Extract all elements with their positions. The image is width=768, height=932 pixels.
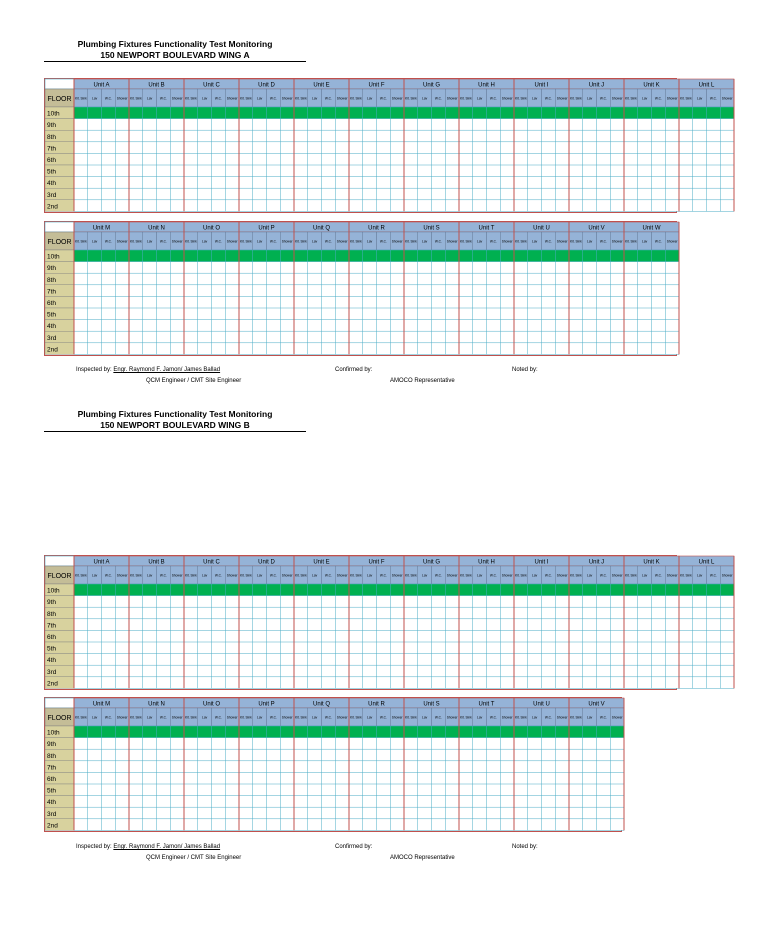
- fixture-header: Lav: [92, 715, 98, 720]
- fixture-header: Lav: [642, 239, 648, 244]
- fixture-header: Kit. Sink: [460, 239, 472, 244]
- fixture-header: Shower: [666, 573, 678, 578]
- wing-b-table-1: [44, 555, 733, 690]
- unit-header: Unit L: [698, 82, 715, 89]
- fixture-header: Kit. Sink: [130, 573, 142, 578]
- fixture-header: Shower: [611, 239, 623, 244]
- fixture-header: Kit. Sink: [460, 96, 472, 101]
- fixture-header: W.C.: [104, 96, 112, 101]
- fixture-header: Lav: [587, 715, 593, 720]
- fixture-header: Lav: [147, 715, 153, 720]
- unit-header: Unit M: [92, 225, 111, 232]
- fixture-header: Lav: [642, 96, 648, 101]
- fixture-header: Lav: [147, 96, 153, 101]
- fixture-header: Shower: [556, 573, 568, 578]
- fixture-header: Lav: [202, 239, 208, 244]
- fixture-header: Kit. Sink: [350, 96, 362, 101]
- fixture-header: Shower: [556, 715, 568, 720]
- unit-header: Unit J: [588, 82, 605, 89]
- unit-header: Unit F: [368, 82, 385, 89]
- wing-a-title: [44, 39, 306, 62]
- fixture-header: Kit. Sink: [625, 239, 637, 244]
- fixture-header: Kit. Sink: [295, 239, 307, 244]
- fixture-header: W.C.: [104, 573, 112, 578]
- fixture-header: W.C.: [214, 96, 222, 101]
- fixture-header: Shower: [446, 573, 458, 578]
- floor-label: 3rd: [47, 810, 57, 818]
- fixture-header: Kit. Sink: [350, 715, 362, 720]
- floor-label: 5th: [47, 645, 57, 653]
- unit-header: Unit A: [93, 559, 110, 566]
- fixture-header: W.C.: [324, 573, 332, 578]
- floor-label: 9th: [47, 741, 57, 749]
- fixture-header: Shower: [611, 715, 623, 720]
- floor-label: 10th: [47, 587, 60, 595]
- floor-label: 2nd: [47, 822, 58, 830]
- fixture-header: Kit. Sink: [185, 96, 197, 101]
- inspected-by-label: Inspected by: Engr. Raymond F. Jamon/ James Ballad: [76, 367, 221, 373]
- unit-header: Unit G: [422, 559, 441, 566]
- fixture-header: Shower: [281, 96, 293, 101]
- fixture-header: Kit. Sink: [570, 239, 582, 244]
- unit-header: Unit J: [588, 559, 605, 566]
- floor-label: 5th: [47, 168, 57, 176]
- fixture-header: Shower: [336, 96, 348, 101]
- fixture-header: Shower: [391, 715, 403, 720]
- fixture-header: Lav: [202, 573, 208, 578]
- unit-header: Unit K: [643, 559, 660, 566]
- fixture-header: W.C.: [544, 239, 552, 244]
- unit-header: Unit D: [258, 559, 275, 566]
- fixture-header: Shower: [611, 96, 623, 101]
- wing-a-table-2: [44, 221, 677, 356]
- floor-label: 10th: [47, 253, 60, 261]
- fixture-header: Shower: [556, 96, 568, 101]
- fixture-header: Kit. Sink: [240, 239, 252, 244]
- fixture-header: Kit. Sink: [240, 715, 252, 720]
- floor-label: 6th: [47, 300, 57, 307]
- inspectors-name-b: Engr. Raymond F. Jamon/ James Ballad: [113, 844, 221, 850]
- fixture-header: Kit. Sink: [405, 715, 417, 720]
- fixture-header: Lav: [92, 96, 98, 101]
- fixture-header: Lav: [532, 573, 538, 578]
- wing-a-title-line: Plumbing Fixtures Functionality Test Monitoring: [77, 39, 273, 49]
- fixture-header: Kit. Sink: [680, 96, 692, 101]
- fixture-header: Lav: [697, 96, 703, 101]
- fixture-header: W.C.: [269, 96, 277, 101]
- unit-header: Unit O: [202, 701, 221, 708]
- unit-header: Unit H: [478, 559, 495, 566]
- unit-header: Unit I: [534, 82, 549, 89]
- fixture-header: W.C.: [104, 239, 112, 244]
- fixture-header: W.C.: [599, 96, 607, 101]
- fixture-header: Lav: [477, 96, 483, 101]
- unit-header: Unit I: [534, 559, 549, 566]
- fixture-header: Kit. Sink: [75, 715, 87, 720]
- fixture-header: Kit. Sink: [130, 96, 142, 101]
- fixture-header: Shower: [446, 715, 458, 720]
- fixture-header: Shower: [556, 239, 568, 244]
- floor-label: 7th: [47, 288, 57, 296]
- unit-header: Unit N: [148, 225, 165, 232]
- fixture-header: W.C.: [434, 96, 442, 101]
- fixture-header: W.C.: [544, 715, 552, 720]
- fixture-header: Kit. Sink: [350, 573, 362, 578]
- unit-header: Unit V: [588, 701, 605, 708]
- fixture-header: Shower: [116, 573, 128, 578]
- wing-b-title: [44, 409, 306, 432]
- floor-header: FLOOR: [47, 239, 72, 246]
- fixture-header: Lav: [312, 96, 318, 101]
- unit-header: Unit Q: [312, 225, 331, 232]
- fixture-header: Lav: [642, 573, 648, 578]
- floor-label: 4th: [47, 799, 57, 807]
- fixture-header: W.C.: [709, 96, 717, 101]
- unit-header: Unit K: [643, 82, 660, 89]
- fixture-header: W.C.: [544, 573, 552, 578]
- fixture-header: Shower: [391, 96, 403, 101]
- fixture-header: Kit. Sink: [295, 96, 307, 101]
- fixture-header: Shower: [226, 239, 238, 244]
- floor-label: 4th: [47, 180, 57, 188]
- fixture-header: W.C.: [599, 573, 607, 578]
- floor-label: 8th: [47, 610, 57, 618]
- unit-header: Unit H: [478, 82, 495, 89]
- floor-label: 6th: [47, 157, 57, 164]
- floor-label: 9th: [47, 265, 57, 273]
- fixture-header: Shower: [281, 239, 293, 244]
- fixture-header: W.C.: [544, 96, 552, 101]
- wing-b-title-line: Plumbing Fixtures Functionality Test Monitoring: [77, 409, 273, 419]
- fixture-header: Shower: [116, 715, 128, 720]
- fixture-header: Lav: [532, 239, 538, 244]
- fixture-header: Shower: [171, 239, 183, 244]
- unit-header: Unit S: [423, 225, 440, 232]
- unit-header: Unit B: [148, 82, 165, 89]
- unit-header: Unit R: [368, 225, 385, 232]
- wing-a-table-2-grid: [45, 222, 676, 355]
- fixture-header: Kit. Sink: [295, 573, 307, 578]
- wing-b-table-2-grid: [45, 698, 621, 831]
- fixture-header: W.C.: [599, 715, 607, 720]
- fixture-header: Shower: [666, 239, 678, 244]
- floor-header: FLOOR: [47, 573, 72, 580]
- unit-header: Unit C: [203, 82, 220, 89]
- fixture-header: Lav: [367, 96, 373, 101]
- floor-label: 9th: [47, 599, 57, 607]
- fixture-header: Kit. Sink: [625, 96, 637, 101]
- fixture-header: Shower: [336, 715, 348, 720]
- floor-label: 6th: [47, 634, 57, 641]
- unit-header: Unit P: [258, 701, 275, 708]
- unit-header: Unit B: [148, 559, 165, 566]
- wing-b-table-2: [44, 697, 622, 832]
- fixture-header: Kit. Sink: [75, 96, 87, 101]
- confirmed-by-label: Confirmed by:: [335, 367, 373, 373]
- fixture-header: Shower: [281, 715, 293, 720]
- fixture-header: W.C.: [489, 573, 497, 578]
- fixture-header: Shower: [446, 239, 458, 244]
- fixture-header: Lav: [477, 715, 483, 720]
- floor-label: 2nd: [47, 680, 58, 688]
- floor-label: 6th: [47, 776, 57, 783]
- fixture-header: W.C.: [269, 239, 277, 244]
- unit-header: Unit U: [533, 701, 550, 708]
- unit-header: Unit A: [93, 82, 110, 89]
- fixture-header: Lav: [257, 239, 263, 244]
- fixture-header: W.C.: [269, 715, 277, 720]
- floor-label: 3rd: [47, 668, 57, 676]
- fixture-header: Kit. Sink: [515, 573, 527, 578]
- unit-header: Unit N: [148, 701, 165, 708]
- wing-b-table-1-grid: [45, 556, 733, 689]
- unit-header: Unit V: [588, 225, 605, 232]
- fixture-header: Kit. Sink: [350, 239, 362, 244]
- floor-label: 2nd: [47, 346, 58, 354]
- wing-a-table-1: [44, 78, 733, 213]
- unit-header: Unit M: [92, 701, 111, 708]
- fixture-header: Kit. Sink: [515, 239, 527, 244]
- fixture-header: W.C.: [489, 715, 497, 720]
- fixture-header: Shower: [501, 96, 513, 101]
- floor-label: 10th: [47, 110, 60, 118]
- floor-label: 10th: [47, 729, 60, 737]
- unit-header: Unit O: [202, 225, 221, 232]
- fixture-header: Kit. Sink: [405, 239, 417, 244]
- fixture-header: Lav: [587, 239, 593, 244]
- floor-header: FLOOR: [47, 96, 72, 103]
- fixture-header: Lav: [312, 573, 318, 578]
- fixture-header: W.C.: [379, 239, 387, 244]
- unit-header: Unit T: [478, 225, 495, 232]
- confirmer-role-b: AMOCO Representative: [390, 855, 455, 861]
- fixture-header: Kit. Sink: [515, 715, 527, 720]
- fixture-header: Lav: [257, 573, 263, 578]
- fixture-header: Shower: [116, 239, 128, 244]
- fixture-header: Kit. Sink: [460, 573, 472, 578]
- fixture-header: Shower: [721, 573, 733, 578]
- fixture-header: Shower: [501, 715, 513, 720]
- fixture-header: Shower: [336, 573, 348, 578]
- fixture-header: W.C.: [379, 96, 387, 101]
- fixture-header: W.C.: [214, 715, 222, 720]
- fixture-header: Lav: [257, 715, 263, 720]
- inspector-roles: QCM Engineer / CMT Site Engineer: [146, 378, 242, 384]
- fixture-header: W.C.: [214, 573, 222, 578]
- fixture-header: Shower: [226, 715, 238, 720]
- unit-header: Unit T: [478, 701, 495, 708]
- fixture-header: Lav: [312, 239, 318, 244]
- unit-header: Unit P: [258, 225, 275, 232]
- unit-header: Unit G: [422, 82, 441, 89]
- fixture-header: Kit. Sink: [185, 715, 197, 720]
- floor-label: 8th: [47, 276, 57, 284]
- fixture-header: Kit. Sink: [185, 573, 197, 578]
- fixture-header: Kit. Sink: [240, 96, 252, 101]
- floor-label: 7th: [47, 145, 57, 153]
- confirmed-by-label-b: Confirmed by:: [335, 844, 373, 850]
- fixture-header: Kit. Sink: [130, 239, 142, 244]
- floor-label: 3rd: [47, 191, 57, 199]
- inspectors-name: Engr. Raymond F. Jamon/ James Ballad: [113, 367, 221, 373]
- fixture-header: Kit. Sink: [75, 239, 87, 244]
- fixture-header: W.C.: [324, 239, 332, 244]
- floor-label: 7th: [47, 622, 57, 630]
- fixture-header: W.C.: [654, 573, 662, 578]
- fixture-header: Shower: [281, 573, 293, 578]
- fixture-header: Lav: [587, 573, 593, 578]
- fixture-header: Kit. Sink: [460, 715, 472, 720]
- unit-header: Unit E: [313, 82, 330, 89]
- fixture-header: Lav: [477, 239, 483, 244]
- floor-label: 2nd: [47, 203, 58, 211]
- unit-header: Unit L: [698, 559, 715, 566]
- fixture-header: Kit. Sink: [405, 573, 417, 578]
- fixture-header: Lav: [202, 715, 208, 720]
- fixture-header: Kit. Sink: [185, 239, 197, 244]
- fixture-header: W.C.: [709, 573, 717, 578]
- fixture-header: Shower: [666, 96, 678, 101]
- fixture-header: Kit. Sink: [570, 96, 582, 101]
- fixture-header: Lav: [257, 96, 263, 101]
- fixture-header: Shower: [446, 96, 458, 101]
- fixture-header: Kit. Sink: [240, 573, 252, 578]
- fixture-header: Shower: [391, 239, 403, 244]
- floor-label: 8th: [47, 752, 57, 760]
- fixture-header: Lav: [92, 239, 98, 244]
- fixture-header: W.C.: [159, 573, 167, 578]
- floor-label: 5th: [47, 311, 57, 319]
- fixture-header: Lav: [532, 715, 538, 720]
- fixture-header: Shower: [171, 96, 183, 101]
- floor-label: 4th: [47, 323, 57, 331]
- unit-header: Unit W: [642, 225, 661, 232]
- fixture-header: Lav: [147, 239, 153, 244]
- inspector-roles-b: QCM Engineer / CMT Site Engineer: [146, 855, 242, 861]
- fixture-header: Shower: [501, 573, 513, 578]
- confirmer-role: AMOCO Representative: [390, 378, 455, 384]
- noted-by-label: Noted by:: [512, 367, 538, 373]
- unit-header: Unit U: [533, 225, 550, 232]
- fixture-header: W.C.: [159, 715, 167, 720]
- floor-label: 9th: [47, 122, 57, 130]
- unit-header: Unit E: [313, 559, 330, 566]
- fixture-header: W.C.: [434, 715, 442, 720]
- fixture-header: W.C.: [434, 239, 442, 244]
- fixture-header: Lav: [422, 573, 428, 578]
- fixture-header: Lav: [532, 96, 538, 101]
- fixture-header: Shower: [116, 96, 128, 101]
- noted-by-label-b: Noted by:: [512, 844, 538, 850]
- fixture-header: W.C.: [654, 96, 662, 101]
- fixture-header: Kit. Sink: [570, 573, 582, 578]
- fixture-header: W.C.: [159, 96, 167, 101]
- fixture-header: Lav: [147, 573, 153, 578]
- fixture-header: Lav: [202, 96, 208, 101]
- fixture-header: W.C.: [434, 573, 442, 578]
- fixture-header: W.C.: [214, 239, 222, 244]
- unit-header: Unit Q: [312, 701, 331, 708]
- fixture-header: Lav: [422, 96, 428, 101]
- fixture-header: W.C.: [654, 239, 662, 244]
- wing-a-table-1-grid: [45, 79, 733, 212]
- fixture-header: W.C.: [324, 715, 332, 720]
- fixture-header: W.C.: [489, 239, 497, 244]
- fixture-header: W.C.: [159, 239, 167, 244]
- fixture-header: Shower: [226, 573, 238, 578]
- fixture-header: W.C.: [324, 96, 332, 101]
- fixture-header: W.C.: [489, 96, 497, 101]
- fixture-header: Kit. Sink: [680, 573, 692, 578]
- fixture-header: W.C.: [269, 573, 277, 578]
- fixture-header: Lav: [367, 239, 373, 244]
- floor-label: 3rd: [47, 334, 57, 342]
- floor-label: 4th: [47, 657, 57, 665]
- unit-header: Unit S: [423, 701, 440, 708]
- floor-label: 8th: [47, 133, 57, 141]
- floor-label: 7th: [47, 764, 57, 772]
- unit-header: Unit C: [203, 559, 220, 566]
- fixture-header: Lav: [697, 573, 703, 578]
- fixture-header: Shower: [611, 573, 623, 578]
- fixture-header: Kit. Sink: [405, 96, 417, 101]
- fixture-header: Kit. Sink: [295, 715, 307, 720]
- fixture-header: Shower: [391, 573, 403, 578]
- fixture-header: Lav: [367, 715, 373, 720]
- fixture-header: Lav: [92, 573, 98, 578]
- fixture-header: Kit. Sink: [75, 573, 87, 578]
- floor-label: 5th: [47, 787, 57, 795]
- fixture-header: Lav: [367, 573, 373, 578]
- fixture-header: W.C.: [379, 715, 387, 720]
- fixture-header: Kit. Sink: [130, 715, 142, 720]
- fixture-header: Shower: [336, 239, 348, 244]
- unit-header: Unit F: [368, 559, 385, 566]
- wing-b-subtitle: 150 NEWPORT BOULEVARD WING B: [44, 420, 306, 432]
- fixture-header: Shower: [501, 239, 513, 244]
- fixture-header: Shower: [171, 715, 183, 720]
- fixture-header: W.C.: [599, 239, 607, 244]
- floor-header: FLOOR: [47, 715, 72, 722]
- unit-header: Unit D: [258, 82, 275, 89]
- inspected-by-label-b: Inspected by: Engr. Raymond F. Jamon/ James Ballad: [76, 844, 221, 850]
- fixture-header: Lav: [422, 239, 428, 244]
- fixture-header: Shower: [721, 96, 733, 101]
- fixture-header: Lav: [312, 715, 318, 720]
- fixture-header: Kit. Sink: [515, 96, 527, 101]
- fixture-header: Lav: [477, 573, 483, 578]
- fixture-header: W.C.: [379, 573, 387, 578]
- fixture-header: Kit. Sink: [625, 573, 637, 578]
- fixture-header: Shower: [171, 573, 183, 578]
- unit-header: Unit R: [368, 701, 385, 708]
- fixture-header: Lav: [587, 96, 593, 101]
- fixture-header: W.C.: [104, 715, 112, 720]
- fixture-header: Lav: [422, 715, 428, 720]
- fixture-header: Shower: [226, 96, 238, 101]
- fixture-header: Kit. Sink: [570, 715, 582, 720]
- wing-a-subtitle: 150 NEWPORT BOULEVARD WING A: [44, 50, 306, 62]
